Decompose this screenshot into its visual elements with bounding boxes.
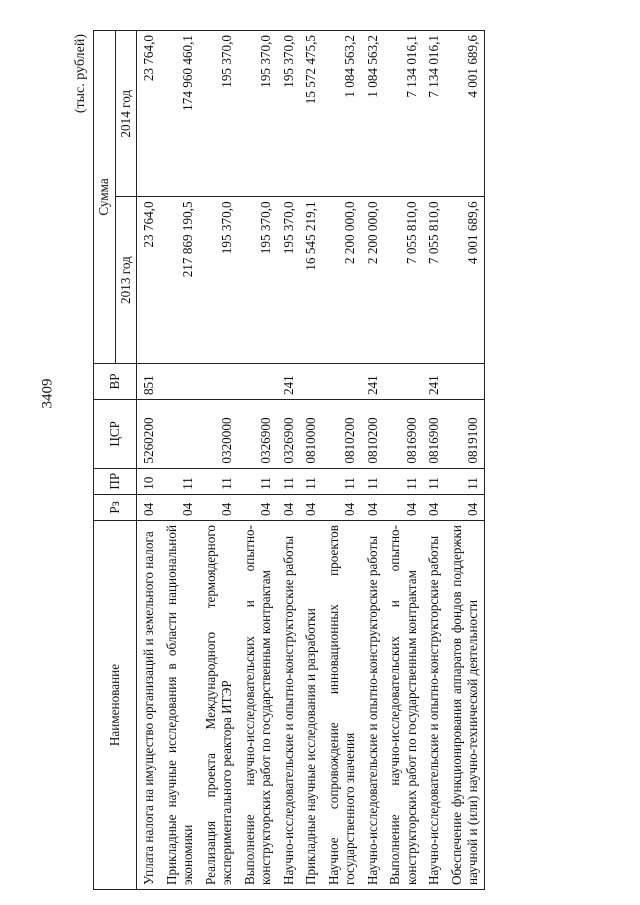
table-body [137,31,485,890]
row-vr: 851 [137,363,160,399]
row-sum-2013: 195 370,0 [238,197,277,363]
table-row [277,31,300,890]
row-sum-2013: 195 370,0 [277,197,300,363]
header-vr: ВР [94,363,137,399]
row-pr: 11 [299,468,322,494]
table-row [361,31,384,890]
row-csr: 5260200 [137,400,160,469]
row-csr: 0816900 [422,400,445,469]
table-row [445,31,485,890]
row-name: Прикладные научные исследования и разработки [299,521,322,890]
unit-note: (тыс. рублей) [73,34,88,114]
header-name: Наименование [94,521,137,890]
row-sum-2014: 174 960 460,1 [160,31,199,197]
row-rz: 04 [361,494,384,520]
row-rz: 04 [199,494,238,520]
row-pr: 10 [137,468,160,494]
row-sum-2014: 4 001 689,6 [445,31,485,197]
table-row [199,31,238,890]
row-sum-2014: 7 134 016,1 [383,31,422,197]
header-pr: ПР [94,468,137,494]
row-name: Научно-исследовательские и опытно-конструкторские работы [361,521,384,890]
row-csr: 0810000 [299,400,322,469]
row-vr [199,363,238,399]
header-sum: Сумма [94,31,116,364]
table-row [299,31,322,890]
table-row [322,31,361,890]
row-rz: 04 [322,494,361,520]
row-name: Реализация проекта Международного термоядерного экспериментального реактора ИТЭР [199,521,238,890]
row-name: Научно-исследовательские и опытно-конструкторские работы [277,521,300,890]
row-rz: 04 [422,494,445,520]
row-sum-2014: 1 084 563,2 [322,31,361,197]
row-name: Научно-исследовательские и опытно-конструкторские работы [422,521,445,890]
table-row [383,31,422,890]
header-csr: ЦСР [94,400,137,469]
row-sum-2013: 4 001 689,6 [445,197,485,363]
row-csr: 0816900 [383,400,422,469]
row-sum-2013: 23 764,0 [137,197,160,363]
row-vr: 241 [277,363,300,399]
header-year-2014: 2014 год [115,31,137,197]
header-year-2013: 2013 год [115,197,137,363]
table-row [137,31,160,890]
row-vr [160,363,199,399]
page-number: 3409 [39,378,56,409]
row-name: Научное сопровождение инновационных проектов государственного значения [322,521,361,890]
row-csr: 0810200 [361,400,384,469]
row-pr: 11 [160,468,199,494]
row-sum-2013: 7 055 810,0 [422,197,445,363]
row-pr: 11 [277,468,300,494]
rotated-page [71,30,640,890]
row-name: Выполнение научно-исследовательских и опытно-конструкторских работ по государственным контрактам [238,521,277,890]
row-vr [322,363,361,399]
table-row [238,31,277,890]
row-csr: 0819100 [445,400,485,469]
row-vr [445,363,485,399]
row-pr: 11 [322,468,361,494]
row-pr: 11 [361,468,384,494]
row-pr: 11 [422,468,445,494]
row-sum-2014: 7 134 016,1 [422,31,445,197]
row-sum-2014: 195 370,0 [199,31,238,197]
row-rz: 04 [383,494,422,520]
row-rz: 04 [277,494,300,520]
row-rz: 04 [238,494,277,520]
row-vr [299,363,322,399]
row-rz: 04 [137,494,160,520]
row-rz: 04 [160,494,199,520]
row-name: Выполнение научно-исследовательских и опытно-конструкторских работ по государственным контрактам [383,521,422,890]
row-csr: 0810200 [322,400,361,469]
row-sum-2013: 195 370,0 [199,197,238,363]
row-csr: 0326900 [277,400,300,469]
row-sum-2013: 217 869 190,5 [160,197,199,363]
row-csr: 0320000 [199,400,238,469]
row-rz: 04 [299,494,322,520]
row-sum-2014: 23 764,0 [137,31,160,197]
row-vr [383,363,422,399]
row-sum-2013: 2 200 000,0 [322,197,361,363]
row-vr [238,363,277,399]
table-row [160,31,199,890]
row-vr: 241 [361,363,384,399]
row-sum-2013: 7 055 810,0 [383,197,422,363]
row-sum-2013: 2 200 000,0 [361,197,384,363]
row-sum-2014: 195 370,0 [238,31,277,197]
row-name: Уплата налога на имущество организаций и земельного налога [137,521,160,890]
row-rz: 04 [445,494,485,520]
header-rz: Рз [94,494,137,520]
budget-table [93,30,485,890]
row-name: Прикладные научные исследования в области национальной экономики [160,521,199,890]
row-pr: 11 [238,468,277,494]
row-csr [160,400,199,469]
table-row [422,31,445,890]
row-pr: 11 [199,468,238,494]
row-pr: 11 [445,468,485,494]
row-sum-2014: 195 370,0 [277,31,300,197]
row-name: Обеспечение функционирования аппаратов фондов поддержки научной и (или) научно-технической деятельности [445,521,485,890]
row-sum-2014: 1 084 563,2 [361,31,384,197]
row-csr: 0326900 [238,400,277,469]
row-sum-2014: 15 572 475,5 [299,31,322,197]
row-vr: 241 [422,363,445,399]
row-sum-2013: 16 545 219,1 [299,197,322,363]
row-pr: 11 [383,468,422,494]
